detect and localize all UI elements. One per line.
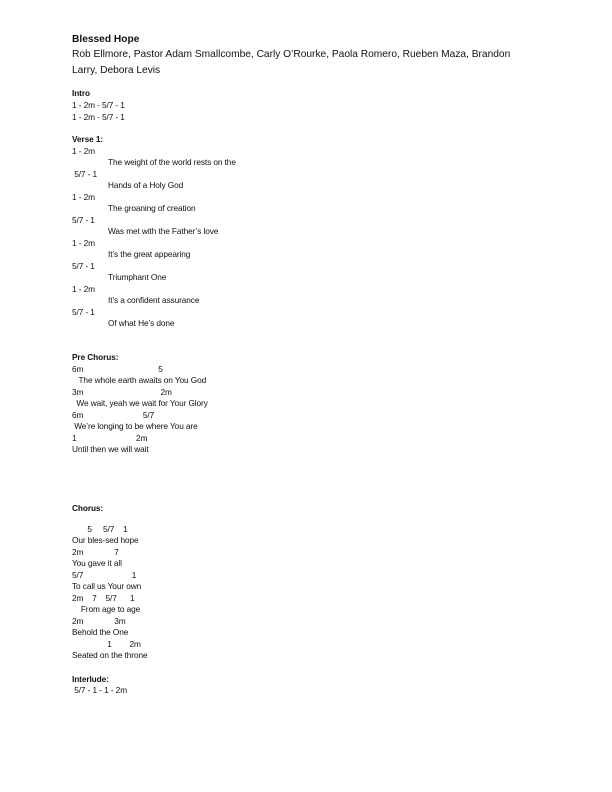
lyric-line: The groaning of creation: [108, 203, 196, 213]
chord-line: 1 - 2m - 5/7 - 1: [72, 100, 125, 110]
chord-line: 1 - 2m: [72, 192, 95, 202]
chord-line: 1 - 2m: [72, 238, 95, 248]
section-header-intro: Intro: [72, 88, 90, 98]
chord-line: 5/7 - 1: [72, 169, 98, 179]
section-header-chorus: Chorus:: [72, 503, 104, 513]
lyric-line: From age to age: [72, 604, 141, 614]
chord-line: 5/7 - 1: [72, 215, 95, 225]
chord-line: 5/7 - 1 - 1 - 2m: [72, 685, 128, 695]
section-header-pre-chorus: Pre Chorus:: [72, 352, 119, 362]
chord-line: 6m 5/7: [72, 410, 155, 420]
chord-line: 5/7 1: [72, 570, 137, 580]
chord-line: 1 - 2m: [72, 284, 95, 294]
lyric-line: Until then we will wait: [72, 444, 149, 454]
chord-line: 3m 2m: [72, 387, 172, 397]
lyric-line: We wait, yeah we wait for Your Glory: [72, 398, 208, 408]
lyric-line: Of what He’s done: [108, 318, 175, 328]
song-authors: Rob Ellmore, Pastor Adam Smallcombe, Carly O’Rourke, Paola Romero, Rueben Maza, Brandon Larry, Debora Levis: [72, 49, 511, 76]
chord-line: 2m 7 5/7 1: [72, 593, 135, 603]
lyric-line: Hands of a Holy God: [108, 180, 184, 190]
lyric-line: We’re longing to be where You are: [72, 421, 198, 431]
chord-line: 2m 7: [72, 547, 119, 557]
chord-line: 5 5/7 1: [72, 524, 128, 534]
lyric-line: To call us Your own: [72, 581, 142, 591]
lyric-line: Triumphant One: [108, 272, 167, 282]
chord-line: 1 - 2m: [72, 146, 95, 156]
chord-line: 6m 5: [72, 364, 163, 374]
chord-line: 1 2m: [72, 639, 141, 649]
lyric-line: You gave it all: [72, 558, 122, 568]
lyric-line: Was met with the Father’s love: [108, 226, 219, 236]
song-title: Blessed Hope: [72, 34, 140, 45]
lyric-line: The weight of the world rests on the: [108, 157, 236, 167]
chord-line: 1 - 2m - 5/7 - 1: [72, 112, 125, 122]
lyric-line: Seated on the throne: [72, 650, 148, 660]
section-header-verse-1: Verse 1:: [72, 134, 104, 144]
chord-line: 2m 3m: [72, 616, 126, 626]
chord-line: 5/7 - 1: [72, 307, 95, 317]
lyric-line: The whole earth awaits on You God: [72, 375, 207, 385]
chord-line: 1 2m: [72, 433, 148, 443]
lyric-line: It’s a confident assurance: [108, 295, 200, 305]
section-header-interlude: Interlude:: [72, 674, 109, 684]
lyric-line: It’s the great appearing: [108, 249, 191, 259]
lyric-line: Behold the One: [72, 627, 129, 637]
chord-line: 5/7 - 1: [72, 261, 95, 271]
lyric-line: Our bles-sed hope: [72, 535, 139, 545]
